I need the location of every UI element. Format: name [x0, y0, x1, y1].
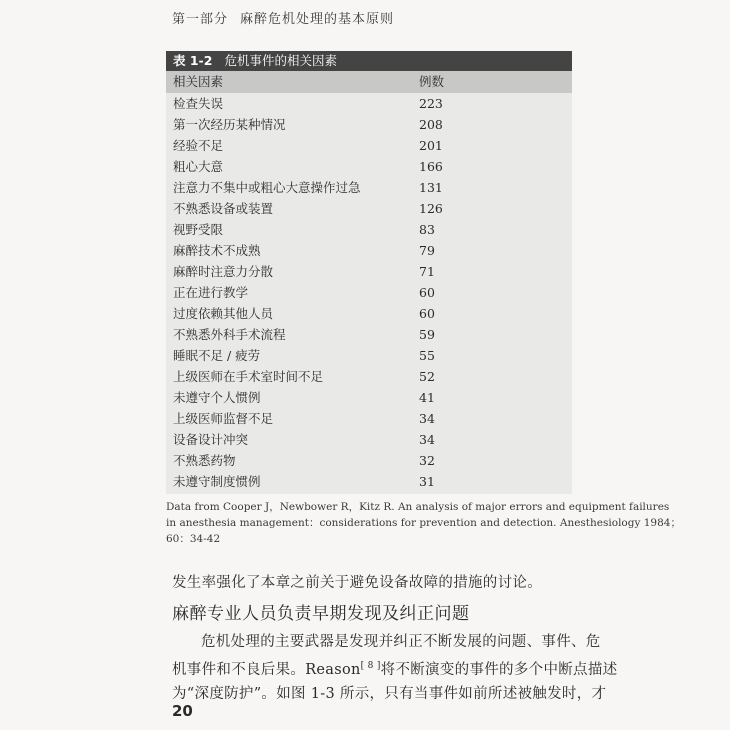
running-head-title: 麻醉危机处理的基本原则 [240, 12, 395, 27]
table-row [166, 345, 572, 366]
section-heading: 麻醉专业人员负责早期发现及纠正问题 [172, 604, 470, 624]
factors-table [166, 51, 572, 494]
table-row [166, 387, 572, 408]
factor-cell: 麻醉时注意力分散 [173, 264, 274, 279]
count-cell: 60 [419, 285, 435, 300]
factor-cell: 经验不足 [173, 138, 224, 153]
count-cell: 201 [419, 138, 443, 153]
table-caption [166, 51, 572, 71]
table-row [166, 450, 572, 471]
table-row [166, 219, 572, 240]
table-row [166, 471, 572, 492]
factor-cell: 麻醉技术不成熟 [173, 243, 261, 258]
factor-cell: 睡眠不足 / 疲劳 [173, 348, 261, 363]
factor-cell: 过度依赖其他人员 [173, 306, 274, 321]
count-cell: 34 [419, 432, 435, 447]
body-line-1: 危机处理的主要武器是发现并纠正不断发展的问题、事件、危 [201, 634, 601, 650]
table-row [166, 282, 572, 303]
body-line-2-start: 机事件和不良后果。Reason [172, 661, 361, 678]
count-cell: 83 [419, 222, 435, 237]
paragraph-top: 发生率强化了本章之前关于避免设备故障的措施的讨论。 [172, 575, 542, 591]
factor-cell: 正在进行教学 [173, 285, 249, 300]
table-row [166, 303, 572, 324]
table-body [166, 93, 572, 492]
count-cell: 41 [419, 390, 435, 405]
count-cell: 79 [419, 243, 435, 258]
body-line-2-end: 将不断演变的事件的多个中断点描述 [380, 661, 618, 678]
table-row [166, 93, 572, 114]
factor-cell: 粗心大意 [173, 159, 224, 174]
table-row [166, 261, 572, 282]
table-row [166, 324, 572, 345]
column-header-count: 例数 [419, 74, 445, 89]
table-row [166, 156, 572, 177]
count-cell: 52 [419, 369, 435, 384]
table-row [166, 114, 572, 135]
factor-cell: 注意力不集中或粗心大意操作过急 [173, 180, 361, 195]
running-head-part: 第一部分 [172, 12, 229, 27]
factor-cell: 第一次经历某种情况 [173, 117, 286, 132]
table-header-row [166, 71, 572, 93]
source-line: 60：34-42 [166, 533, 221, 545]
factor-cell: 不熟悉外科手术流程 [173, 327, 286, 342]
running-head [172, 8, 394, 27]
table-row [166, 429, 572, 450]
count-cell: 31 [419, 474, 435, 489]
table-row [166, 408, 572, 429]
body-line-2 [172, 654, 618, 682]
count-cell: 131 [419, 180, 443, 195]
count-cell: 208 [419, 117, 443, 132]
body-line-3: 为“深度防护”。如图 1-3 所示，只有当事件如前所述被触发时，才 [172, 685, 607, 702]
count-cell: 223 [419, 96, 443, 111]
table-number: 表 1-2 [173, 53, 213, 68]
factor-cell: 设备设计冲突 [173, 432, 249, 447]
table-row [166, 366, 572, 387]
source-line: Data from Cooper J，Newbower R，Kitz R. An analysis of major errors and equipment failures [166, 501, 670, 513]
source-line: in anesthesia management：considerations for prevention and detection. Anesthesiology 1984； [166, 517, 681, 529]
table-source-note [166, 499, 681, 547]
page-number: 20 [172, 702, 193, 720]
factor-cell: 未遵守制度惯例 [173, 474, 261, 489]
column-header-factor: 相关因素 [173, 74, 224, 89]
count-cell: 55 [419, 348, 435, 363]
table-row [166, 240, 572, 261]
table-title: 危机事件的相关因素 [224, 53, 337, 68]
count-cell: 71 [419, 264, 435, 279]
count-cell: 126 [419, 201, 443, 216]
factor-cell: 上级医师监督不足 [173, 411, 274, 426]
table-row [166, 135, 572, 156]
body-paragraph [172, 630, 618, 706]
count-cell: 60 [419, 306, 435, 321]
factor-cell: 视野受限 [173, 222, 224, 237]
count-cell: 34 [419, 411, 435, 426]
factor-cell: 检查失误 [173, 96, 224, 111]
table-row [166, 198, 572, 219]
table-row [166, 177, 572, 198]
count-cell: 32 [419, 453, 435, 468]
factor-cell: 未遵守个人惯例 [173, 390, 261, 405]
count-cell: 166 [419, 159, 443, 174]
citation-ref: [ 8 ] [360, 661, 381, 671]
count-cell: 59 [419, 327, 435, 342]
factor-cell: 不熟悉药物 [173, 453, 236, 468]
factor-cell: 上级医师在手术室时间不足 [173, 369, 324, 384]
factor-cell: 不熟悉设备或装置 [173, 201, 274, 216]
